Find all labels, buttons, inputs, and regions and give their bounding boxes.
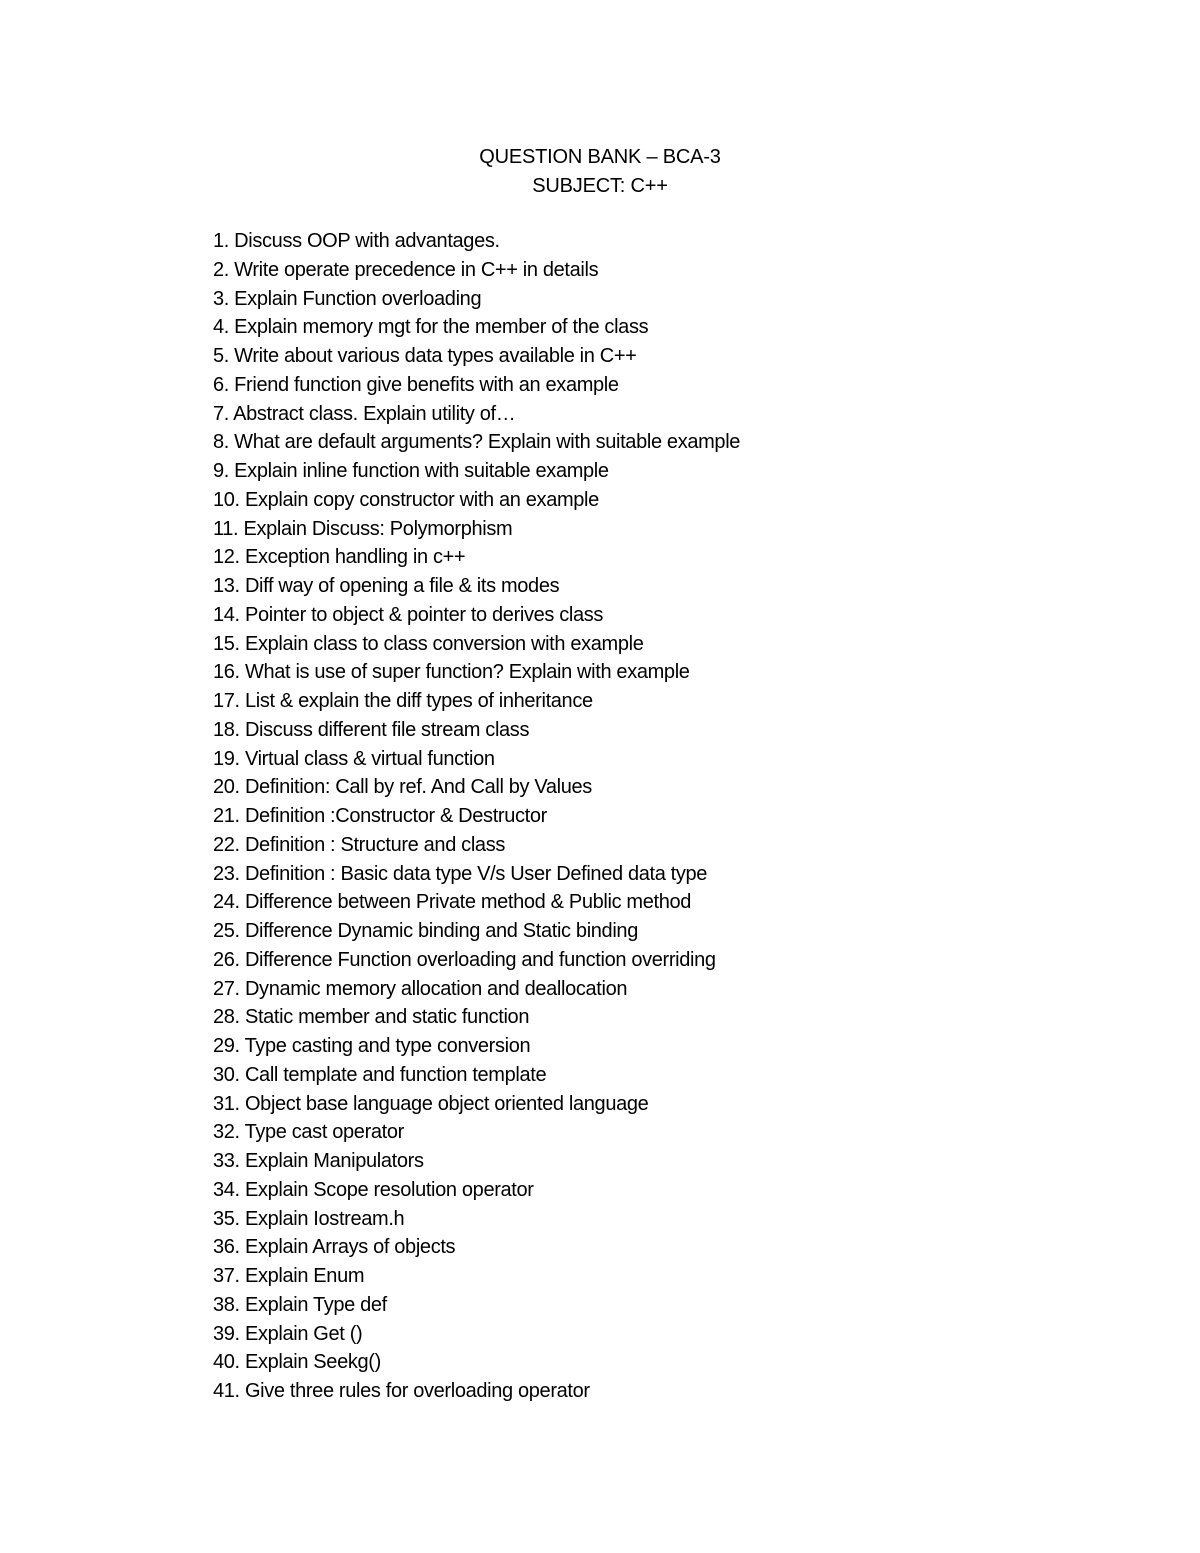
question-item: 19. Virtual class & virtual function [213, 747, 495, 770]
document-subject: SUBJECT: C++ [532, 175, 668, 197]
question-item: 8. What are default arguments? Explain with suitable example [213, 431, 741, 454]
question-item: 18. Discuss different file stream class [213, 718, 530, 741]
question-item: 40. Explain Seekg() [213, 1351, 381, 1374]
question-item: 2. Write operate precedence in C++ in details [213, 258, 599, 281]
question-item: 4. Explain memory mgt for the member of the class [213, 316, 649, 339]
question-item: 5. Write about various data types available in C++ [213, 345, 637, 367]
question-item: 41. Give three rules for overloading operator [213, 1380, 590, 1402]
question-item: 31. Object base language object oriented language [213, 1092, 649, 1115]
question-item: 16. What is use of super function? Explain with example [213, 661, 690, 684]
question-item: 17. List & explain the diff types of inheritance [213, 690, 593, 712]
question-item: 14. Pointer to object & pointer to derives class [213, 603, 604, 626]
question-item: 37. Explain Enum [213, 1265, 365, 1287]
question-item: 39. Explain Get () [213, 1322, 363, 1345]
question-item: 15. Explain class to class conversion with example [213, 632, 644, 655]
question-item: 33. Explain Manipulators [213, 1150, 424, 1172]
question-item: 29. Type casting and type conversion [213, 1035, 531, 1057]
question-item: 34. Explain Scope resolution operator [213, 1178, 534, 1201]
question-item: 23. Definition : Basic data type V/s User Defined data type [213, 862, 708, 885]
question-item: 30. Call template and function template [213, 1063, 547, 1086]
question-item: 27. Dynamic memory allocation and deallocation [213, 977, 628, 1000]
question-item: 12. Exception handling in c++ [213, 546, 466, 569]
question-item: 13. Diff way of opening a file & its modes [213, 575, 560, 597]
question-list [213, 227, 740, 1406]
document-header [0, 143, 1200, 201]
question-item: 26. Difference Function overloading and function overriding [213, 948, 716, 971]
question-item: 11. Explain Discuss: Polymorphism [213, 517, 513, 540]
question-item: 10. Explain copy constructor with an example [213, 488, 599, 511]
question-item: 24. Difference between Private method & Public method [213, 891, 692, 914]
question-item: 22. Definition : Structure and class [213, 833, 505, 856]
question-item: 6. Friend function give benefits with an example [213, 373, 619, 396]
question-item: 20. Definition: Call by ref. And Call by Values [213, 776, 592, 799]
question-item: 1. Discuss OOP with advantages. [213, 230, 500, 252]
question-item: 36. Explain Arrays of objects [213, 1236, 456, 1259]
question-item: 32. Type cast operator [213, 1121, 404, 1144]
document-title: QUESTION BANK – BCA-3 [479, 146, 721, 168]
question-item: 21. Definition :Constructor & Destructor [213, 805, 547, 827]
question-item: 9. Explain inline function with suitable example [213, 460, 609, 482]
question-item: 7. Abstract class. Explain utility of… [213, 402, 516, 425]
question-item: 38. Explain Type def [213, 1293, 387, 1316]
question-item: 35. Explain Iostream.h [213, 1207, 405, 1230]
question-item: 25. Difference Dynamic binding and Static binding [213, 920, 638, 942]
question-item: 28. Static member and static function [213, 1006, 530, 1029]
question-item: 3. Explain Function overloading [213, 287, 482, 310]
